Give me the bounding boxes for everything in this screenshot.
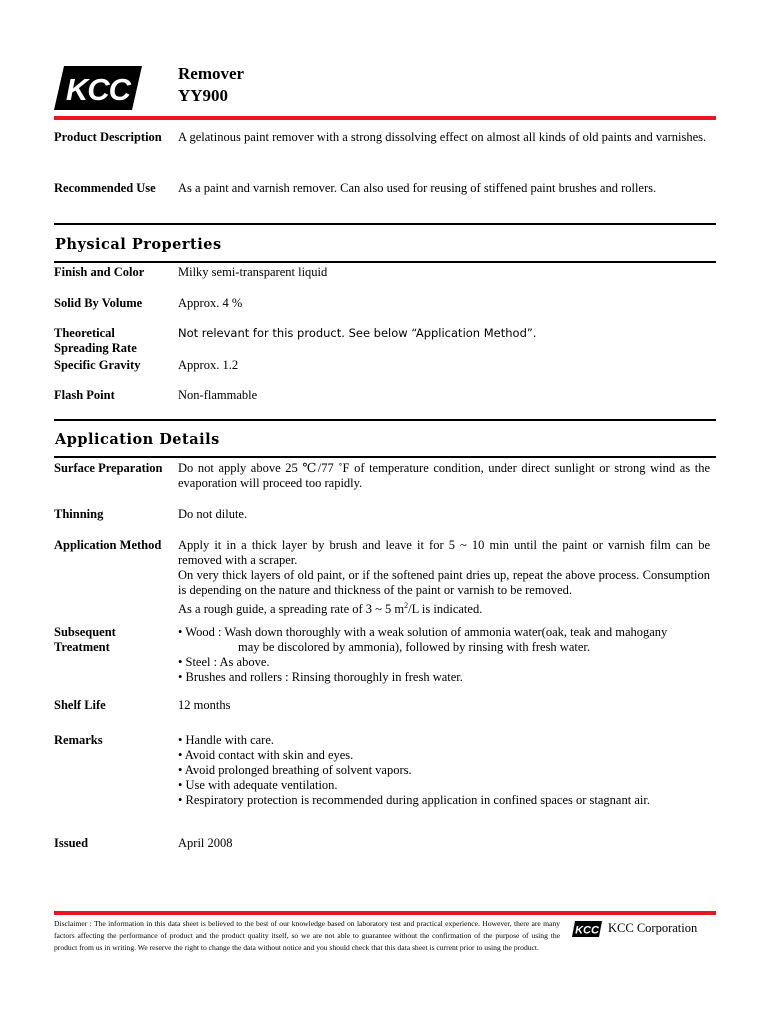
application-method-value: Apply it in a thick layer by brush and leave it for 5 ~ 10 min until the paint or varnish film can be removed with a scraper. On very thick layers of old paint, or if the softened paint dries up, repeat the above process. Consumption is depending on the nature and thickness of the paint or varnish to be removed. As a rough guide, a spreading rate of 3 ~ 5 $m^2/L$ is indicated. [178,538,710,617]
thinning-value: Do not dilute. [178,507,248,521]
application-method-label: Application Method [54,538,162,552]
application-details-title: Application Details [55,431,220,448]
section-rule-top [54,419,716,421]
wood-instruction-continued: may be discolored by ammonia), followed by rinsing with fresh water. [238,640,591,654]
surface-preparation-label: Surface Preparation [54,461,163,475]
product-description-value: A gelatinous paint remover with a strong dissolving effect on almost all kinds of old paints and varnishes. [178,130,707,144]
issued-label: Issued [54,836,89,850]
theoretical-spreading-rate-value: Not relevant for this product. See below “Application Method”. [178,326,537,340]
remarks-label: Remarks [54,733,103,747]
subsequent-treatment-value [178,625,710,685]
section-rule-bottom [54,456,716,458]
logo-text: KCC [65,72,131,107]
remark-item: • Avoid contact with skin and eyes. [178,748,354,762]
product-description-label: Product Description [54,130,162,144]
flash-point-label: Flash Point [54,388,115,402]
surface-preparation-value: Do not apply above 25 ℃/77 ˚F of temperature condition, under direct sunlight or strong wind as the evaporation will proceed too rapidly. [178,461,710,490]
thinning-label: Thinning [54,507,104,521]
finish-and-color-value: Milky semi-transparent liquid [178,265,328,279]
wood-instruction: • Wood : Wash down thoroughly with a weak solution of ammonia water(oak, teak and mahogany [178,625,668,639]
section-rule-bottom [54,261,716,263]
shelf-life-label: Shelf Life [54,698,106,712]
document-title [178,63,244,107]
specific-gravity-label: Specific Gravity [54,358,141,372]
footer-logo-text: KCC [575,924,599,937]
footer-red-rule [54,911,716,915]
remark-item: • Avoid prolonged breathing of solvent vapors. [178,763,412,777]
kcc-logo [54,66,142,110]
physical-properties-title: Physical Properties [55,236,222,253]
shelf-life-value: 12 months [178,698,231,712]
company-name: KCC Corporation [608,921,698,935]
section-rule-top [54,223,716,225]
disclaimer-text: Disclaimer : The information in this data sheet is believed to the best of our knowledge based on laboratory test and practical experience. However, there are many factors affecting the performance of product and the product quality itself, so we are not able to guarantee without the confirmation of the purpose of using the product from us in writing. We reserve the right to change the data without notice and you should check that this data sheet is current prior to using the product. [54,919,560,952]
footer-kcc-logo [572,921,602,937]
solid-by-volume-value: Approx. 4 % [178,296,243,310]
finish-and-color-label: Finish and Color [54,265,145,279]
brushes-instruction: • Brushes and rollers : Rinsing thoroughly in fresh water. [178,670,463,684]
remarks-list [178,733,710,808]
product-code: YY900 [178,86,229,105]
steel-instruction: • Steel : As above. [178,655,270,669]
subsequent-treatment-label: Subsequent Treatment [54,625,116,654]
recommended-use-value: As a paint and varnish remover. Can also used for reusing of stiffened paint brushes and rollers. [178,181,657,195]
specific-gravity-value: Approx. 1.2 [178,358,239,372]
solid-by-volume-label: Solid By Volume [54,296,143,310]
remark-item: • Respiratory protection is recommended during application in confined spaces or stagnant air. [178,793,650,807]
recommended-use-label: Recommended Use [54,181,156,195]
remark-item: • Handle with care. [178,733,275,747]
header-red-rule [54,116,716,120]
issued-value: April 2008 [178,836,233,850]
remark-item: • Use with adequate ventilation. [178,778,338,792]
theoretical-spreading-rate-label: Theoretical Spreading Rate [54,326,137,355]
product-name: Remover [178,64,245,83]
flash-point-value: Non-flammable [178,388,258,402]
